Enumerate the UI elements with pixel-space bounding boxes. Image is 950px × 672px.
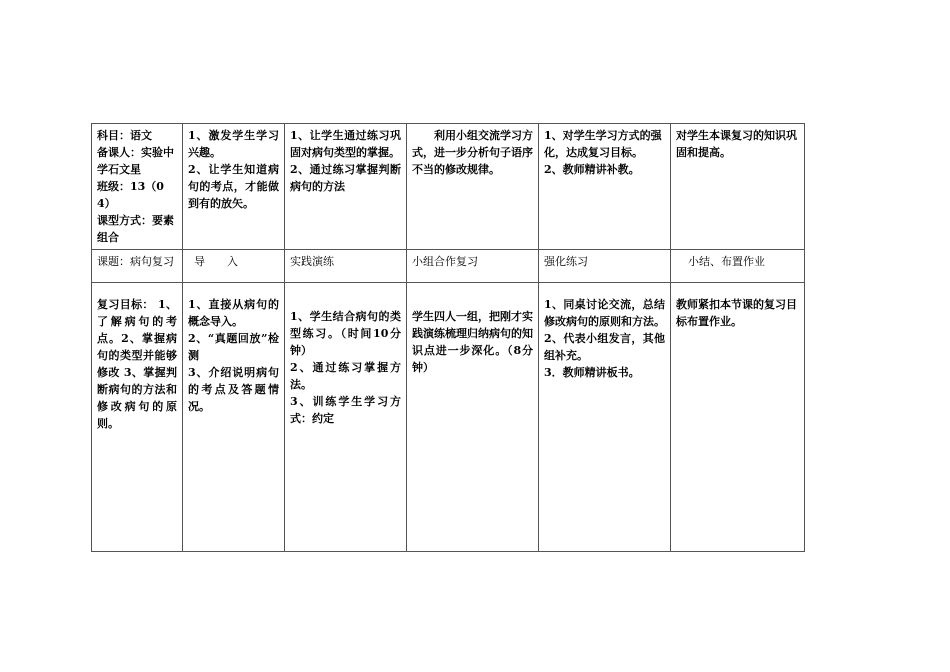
header-practice: 实践演练 <box>285 250 407 283</box>
cell-summary-steps <box>671 283 805 552</box>
course-teacher: 备课人：实验中学石文星 <box>97 146 174 176</box>
text-line: 2、通过练习掌握判断病句的方法 <box>290 163 401 193</box>
cell-reinforce-steps <box>539 283 671 552</box>
table-row-activities <box>92 283 805 552</box>
text-line: 2、代表小组发言，其他组补充。 <box>544 332 665 362</box>
text-line: 利用小组交流学习方式，进一步分析句子语序不当的修改规律。 <box>412 129 533 176</box>
course-type: 课型方式：要素组合 <box>97 214 174 244</box>
cell-review-objectives <box>92 283 183 552</box>
cell-reinforce-goal <box>539 124 671 250</box>
text-line: 1、直接从病句的概念导入。 <box>188 298 279 328</box>
text-line: 教师紧扣本节课的复习目标布置作业。 <box>676 298 797 328</box>
cell-course-info <box>92 124 183 250</box>
cell-group-steps <box>407 283 539 552</box>
text-line: 1、同桌讨论交流，总结修改病句的原则和方法。 <box>544 298 665 328</box>
text-line: 3、介绍说明病句的考点及答题情况。 <box>188 366 279 413</box>
text-line: 2、让学生知道病句的考点，才能做到有的放矢。 <box>188 163 279 210</box>
table-row-objectives <box>92 124 805 250</box>
text-line: 对学生本课复习的知识巩固和提高。 <box>676 129 797 159</box>
text-line: 1、让学生通过练习巩固对病句类型的掌握。 <box>290 129 401 159</box>
cell-intro-goal <box>183 124 285 250</box>
text-line: 3、训练学生学习方式：约定 <box>290 395 401 425</box>
text-line: 1、对学生学习方式的强化，达成复习目标。 <box>544 129 662 159</box>
cell-group-goal <box>407 124 539 250</box>
header-group: 小组合作复习 <box>407 250 539 283</box>
cell-intro-steps <box>183 283 285 552</box>
text-line: 复习目标： 1、了解病句的考点。2、掌握病句的类型并能够修改 3、掌握判断病句的方法和修改病句的原则。 <box>97 298 177 430</box>
cell-summary-goal <box>671 124 805 250</box>
cell-practice-steps <box>285 283 407 552</box>
header-intro: 导 入 <box>183 250 285 283</box>
text-line: 3．教师精讲板书。 <box>544 366 640 379</box>
course-subject: 科目：语文 <box>97 129 152 142</box>
text-line: 2、通过练习掌握方法。 <box>290 361 401 391</box>
header-topic: 课题：病句复习 <box>92 250 183 283</box>
text-line: 1、激发学生学习兴趣。 <box>188 129 279 159</box>
header-reinforce: 强化练习 <box>539 250 671 283</box>
course-class: 班级：13（04） <box>97 180 164 210</box>
text-line: 2、教师精讲补教。 <box>544 163 640 176</box>
text-line: 学生四人一组，把刚才实践演练梳理归纳病句的知识点进一步深化。（8分钟） <box>412 310 533 374</box>
text-line: 1、学生结合病句的类型练习。（时间10分钟） <box>290 310 401 357</box>
table-row-headers <box>92 250 805 283</box>
header-summary: 小结、布置作业 <box>671 250 805 283</box>
text-line: 2、“真题回放”检测 <box>188 332 279 362</box>
cell-practice-goal <box>285 124 407 250</box>
lesson-plan-table <box>91 123 805 552</box>
